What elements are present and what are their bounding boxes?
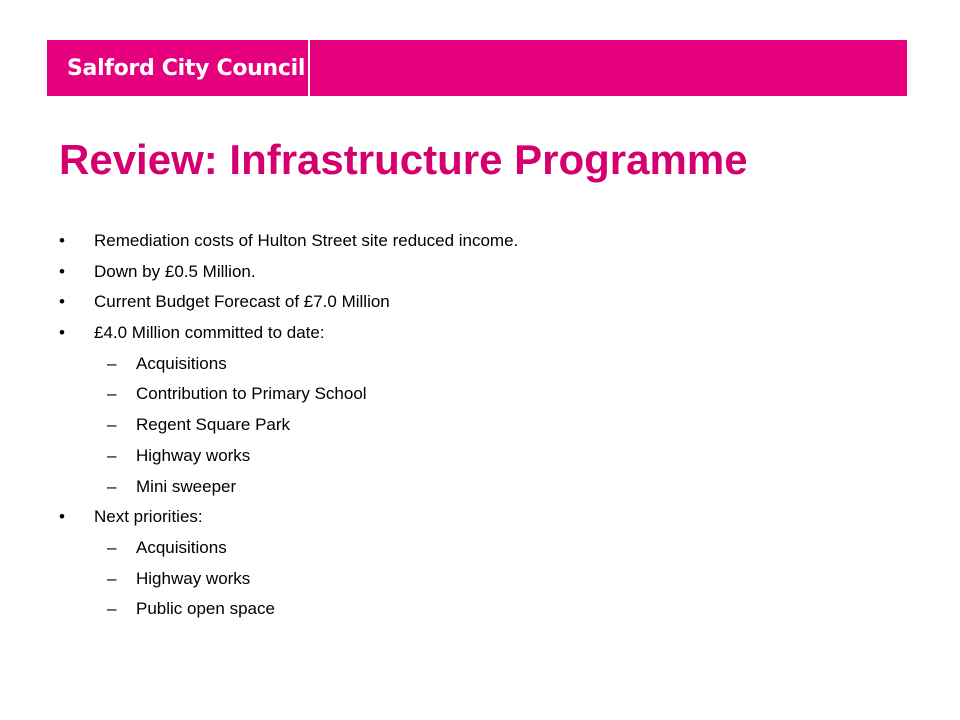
sub-list-item <box>59 384 919 415</box>
bullet-marker: • <box>59 261 65 281</box>
sub-list-item-text: Regent Square Park <box>136 415 291 435</box>
sub-list-item <box>59 599 919 630</box>
dash-marker: – <box>107 537 117 557</box>
dash-marker: – <box>107 445 117 465</box>
header-bar <box>47 40 907 96</box>
dash-marker: – <box>107 599 117 619</box>
list-item-text: Current Budget Forecast of £7.0 Million <box>94 292 390 312</box>
sub-list-item <box>59 477 919 508</box>
dash-marker: – <box>107 415 117 435</box>
sub-list-item <box>59 415 919 446</box>
sub-list-item-text: Highway works <box>136 568 251 588</box>
list-item <box>59 292 919 323</box>
sub-list-item-text: Acquisitions <box>136 353 227 373</box>
sub-list-item-text: Public open space <box>136 599 275 619</box>
dash-marker: – <box>107 476 117 496</box>
bullet-marker: • <box>59 292 65 312</box>
bullet-marker: • <box>59 323 65 343</box>
list-item <box>59 231 919 262</box>
bullet-list <box>59 231 919 630</box>
sub-list-item-text: Mini sweeper <box>136 476 237 496</box>
dash-marker: – <box>107 568 117 588</box>
sub-list-item <box>59 538 919 569</box>
sub-list-item-text: Acquisitions <box>136 537 227 557</box>
list-item-text: Down by £0.5 Million. <box>94 261 256 281</box>
list-item-text: Remediation costs of Hulton Street site reduced income. <box>94 231 519 250</box>
council-logo-text: Salford City Council <box>67 55 306 81</box>
bullet-marker: • <box>59 507 65 527</box>
page-title: Review: Infrastructure Programme <box>59 136 748 183</box>
sub-list-item <box>59 446 919 477</box>
sub-list-item <box>59 569 919 600</box>
dash-marker: – <box>107 353 117 373</box>
bullet-marker: • <box>59 231 65 250</box>
dash-marker: – <box>107 384 117 404</box>
list-item <box>59 323 919 354</box>
list-item <box>59 507 919 538</box>
list-item-text: £4.0 Million committed to date: <box>94 323 325 343</box>
list-item-text: Next priorities: <box>94 507 203 527</box>
council-logo <box>47 40 310 96</box>
sub-list-item-text: Highway works <box>136 445 251 465</box>
sub-list-item-text: Contribution to Primary School <box>136 384 367 404</box>
list-item <box>59 262 919 293</box>
sub-list-item <box>59 354 919 385</box>
